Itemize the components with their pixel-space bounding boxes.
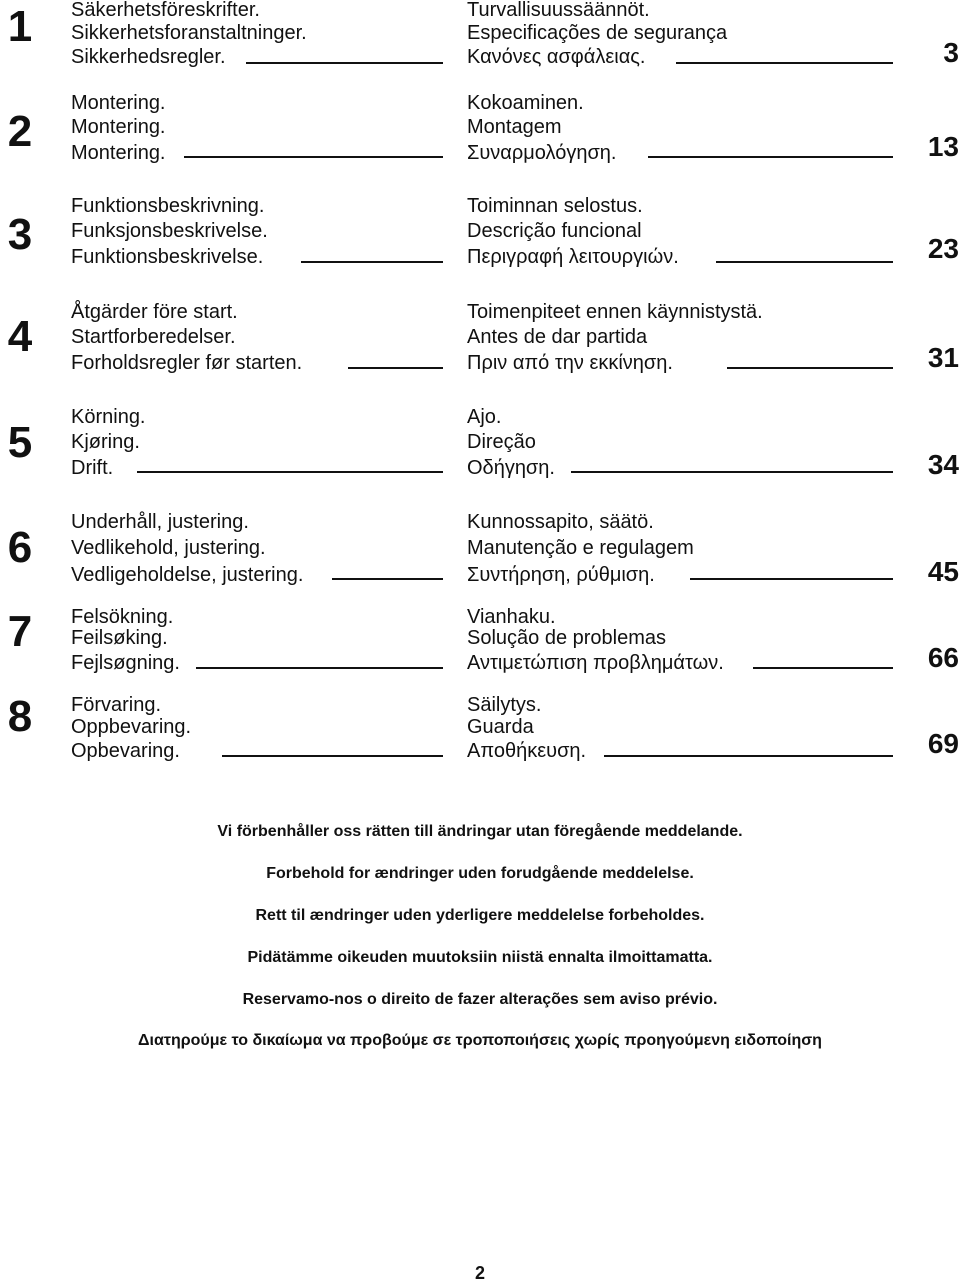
toc-entry-left-2: Sikkerhetsforanstaltninger. <box>71 22 307 44</box>
leader-line-right <box>753 667 893 669</box>
section-number: 5 <box>7 418 33 467</box>
page-number-ref: 69 <box>927 728 959 759</box>
toc-entry-left-3: Forholdsregler før starten. <box>71 352 303 374</box>
toc-entry-right-1: Vianhaku. <box>467 606 556 628</box>
toc-section-5 <box>0 405 960 485</box>
toc-entry-right-2: Direção <box>467 431 536 453</box>
page-footer-number: 2 <box>474 1263 485 1283</box>
toc-entry-left-1: Underhåll, justering. <box>71 511 249 533</box>
toc-entry-left-2: Vedlikehold, justering. <box>71 537 266 559</box>
notice-greek: Διατηρούμε το δικαίωμα να προβούμε σε τροποποιήσεις χωρίς προηγούμενη ειδοποίηση <box>138 1032 822 1049</box>
leader-line-right <box>690 578 893 580</box>
toc-entry-right-3: Συναρμολόγηση. <box>467 142 617 164</box>
section-number: 8 <box>7 692 33 741</box>
toc-entry-right-3: Οδήγηση. <box>467 457 555 479</box>
toc-entry-right-3: Πριν από την εκκίνηση. <box>467 352 673 374</box>
toc-entry-left-2: Montering. <box>71 116 166 138</box>
page-number-ref: 34 <box>927 449 959 480</box>
section-number: 2 <box>7 107 33 156</box>
leader-line-right <box>571 471 893 473</box>
toc-entry-left-1: Körning. <box>71 406 146 428</box>
toc-section-4 <box>0 300 960 380</box>
leader-line-left <box>246 62 443 64</box>
toc-section-1 <box>0 0 960 80</box>
toc-entry-right-2: Especificações de segurança <box>467 22 728 44</box>
toc-entry-right-2: Solução de problemas <box>467 627 667 649</box>
toc-entry-right-2: Antes de dar partida <box>467 326 648 348</box>
toc-section-3 <box>0 194 960 274</box>
notice-portuguese: Reservamo-nos o direito de fazer alterações sem aviso prévio. <box>242 991 718 1008</box>
toc-entry-left-2: Feilsøking. <box>71 627 168 649</box>
leader-line-right <box>676 62 893 64</box>
toc-entry-left-1: Felsökning. <box>71 606 174 628</box>
toc-entry-left-1: Förvaring. <box>71 694 162 716</box>
toc-entry-right-2: Guarda <box>467 716 534 738</box>
toc-entry-left-2: Startforberedelser. <box>71 326 236 348</box>
toc-entry-right-2: Descrição funcional <box>467 220 642 242</box>
leader-line-right <box>716 261 893 263</box>
page-number-ref: 13 <box>927 131 959 162</box>
leader-line-left <box>348 367 443 369</box>
leader-line-right <box>604 755 893 757</box>
section-number: 7 <box>7 607 33 656</box>
toc-entry-right-3: Περιγραφή λειτουργιών. <box>467 246 679 268</box>
toc-section-2 <box>0 90 960 170</box>
toc-section-6 <box>0 510 960 590</box>
toc-entry-left-2: Oppbevaring. <box>71 716 192 738</box>
toc-entry-left-3: Montering. <box>71 142 166 164</box>
toc-entry-left-2: Kjøring. <box>71 431 140 453</box>
toc-entry-left-3: Opbevaring. <box>71 740 180 762</box>
leader-line-right <box>727 367 893 369</box>
page-number-ref: 23 <box>927 233 959 264</box>
section-number: 1 <box>7 2 33 51</box>
toc-entry-right-2: Montagem <box>467 116 562 138</box>
toc-section-7 <box>0 605 960 685</box>
toc-entry-right-3: Συντήρηση, ρύθμιση. <box>467 564 655 586</box>
toc-entry-left-2: Funksjonsbeskrivelse. <box>71 220 268 242</box>
toc-entry-right-1: Toimenpiteet ennen käynnistystä. <box>467 301 763 323</box>
toc-entry-left-3: Fejlsøgning. <box>71 652 180 674</box>
leader-line-left <box>332 578 443 580</box>
leader-line-left <box>301 261 443 263</box>
page-number-ref: 66 <box>927 642 959 673</box>
leader-line-left <box>222 755 443 757</box>
toc-entry-right-1: Kunnossapito, säätö. <box>467 511 654 533</box>
section-number: 3 <box>7 210 33 259</box>
toc-entry-left-1: Säkerhetsföreskrifter. <box>71 0 260 21</box>
notice-danish: Rett til ændringer uden yderligere meddelelse forbeholdes. <box>255 907 705 924</box>
leader-line-right <box>648 156 893 158</box>
toc-section-8 <box>0 693 960 773</box>
toc-entry-right-1: Säilytys. <box>467 694 542 716</box>
notice-finnish: Pidätämme oikeuden muutoksiin niistä ennalta ilmoittamatta. <box>247 949 713 966</box>
toc-entry-left-3: Vedligeholdelse, justering. <box>71 564 304 586</box>
toc-entry-right-1: Kokoaminen. <box>467 92 584 114</box>
toc-entry-left-1: Åtgärder före start. <box>71 301 238 323</box>
toc-entry-right-3: Αποθήκευση. <box>467 740 587 762</box>
toc-entry-left-1: Funktionsbeskrivning. <box>71 195 265 217</box>
toc-entry-left-3: Funktionsbeskrivelse. <box>71 246 264 268</box>
leader-line-left <box>196 667 443 669</box>
toc-entry-left-3: Sikkerhedsregler. <box>71 46 226 68</box>
leader-line-left <box>137 471 443 473</box>
toc-entry-left-1: Montering. <box>71 92 166 114</box>
section-number: 4 <box>7 312 33 361</box>
section-number: 6 <box>7 523 33 572</box>
toc-entry-right-1: Ajo. <box>467 406 502 428</box>
page-number-ref: 3 <box>943 37 959 68</box>
notice-norwegian: Forbehold for ændringer uden forudgående meddelelse. <box>266 865 694 882</box>
page-number-ref: 45 <box>927 556 959 587</box>
toc-entry-right-1: Turvallisuussäännöt. <box>467 0 650 21</box>
toc-entry-right-2: Manutenção e regulagem <box>467 537 694 559</box>
toc-entry-right-3: Αντιμετώπιση προβλημάτων. <box>467 652 724 674</box>
page-number-ref: 31 <box>927 342 959 373</box>
toc-entry-right-1: Toiminnan selostus. <box>467 195 643 217</box>
notice-swedish: Vi förbenhåller oss rätten till ändringar utan föregående meddelande. <box>217 823 743 840</box>
toc-entry-left-3: Drift. <box>71 457 114 479</box>
toc-entry-right-3: Κανόνες ασφάλειας. <box>467 46 646 68</box>
leader-line-left <box>184 156 443 158</box>
